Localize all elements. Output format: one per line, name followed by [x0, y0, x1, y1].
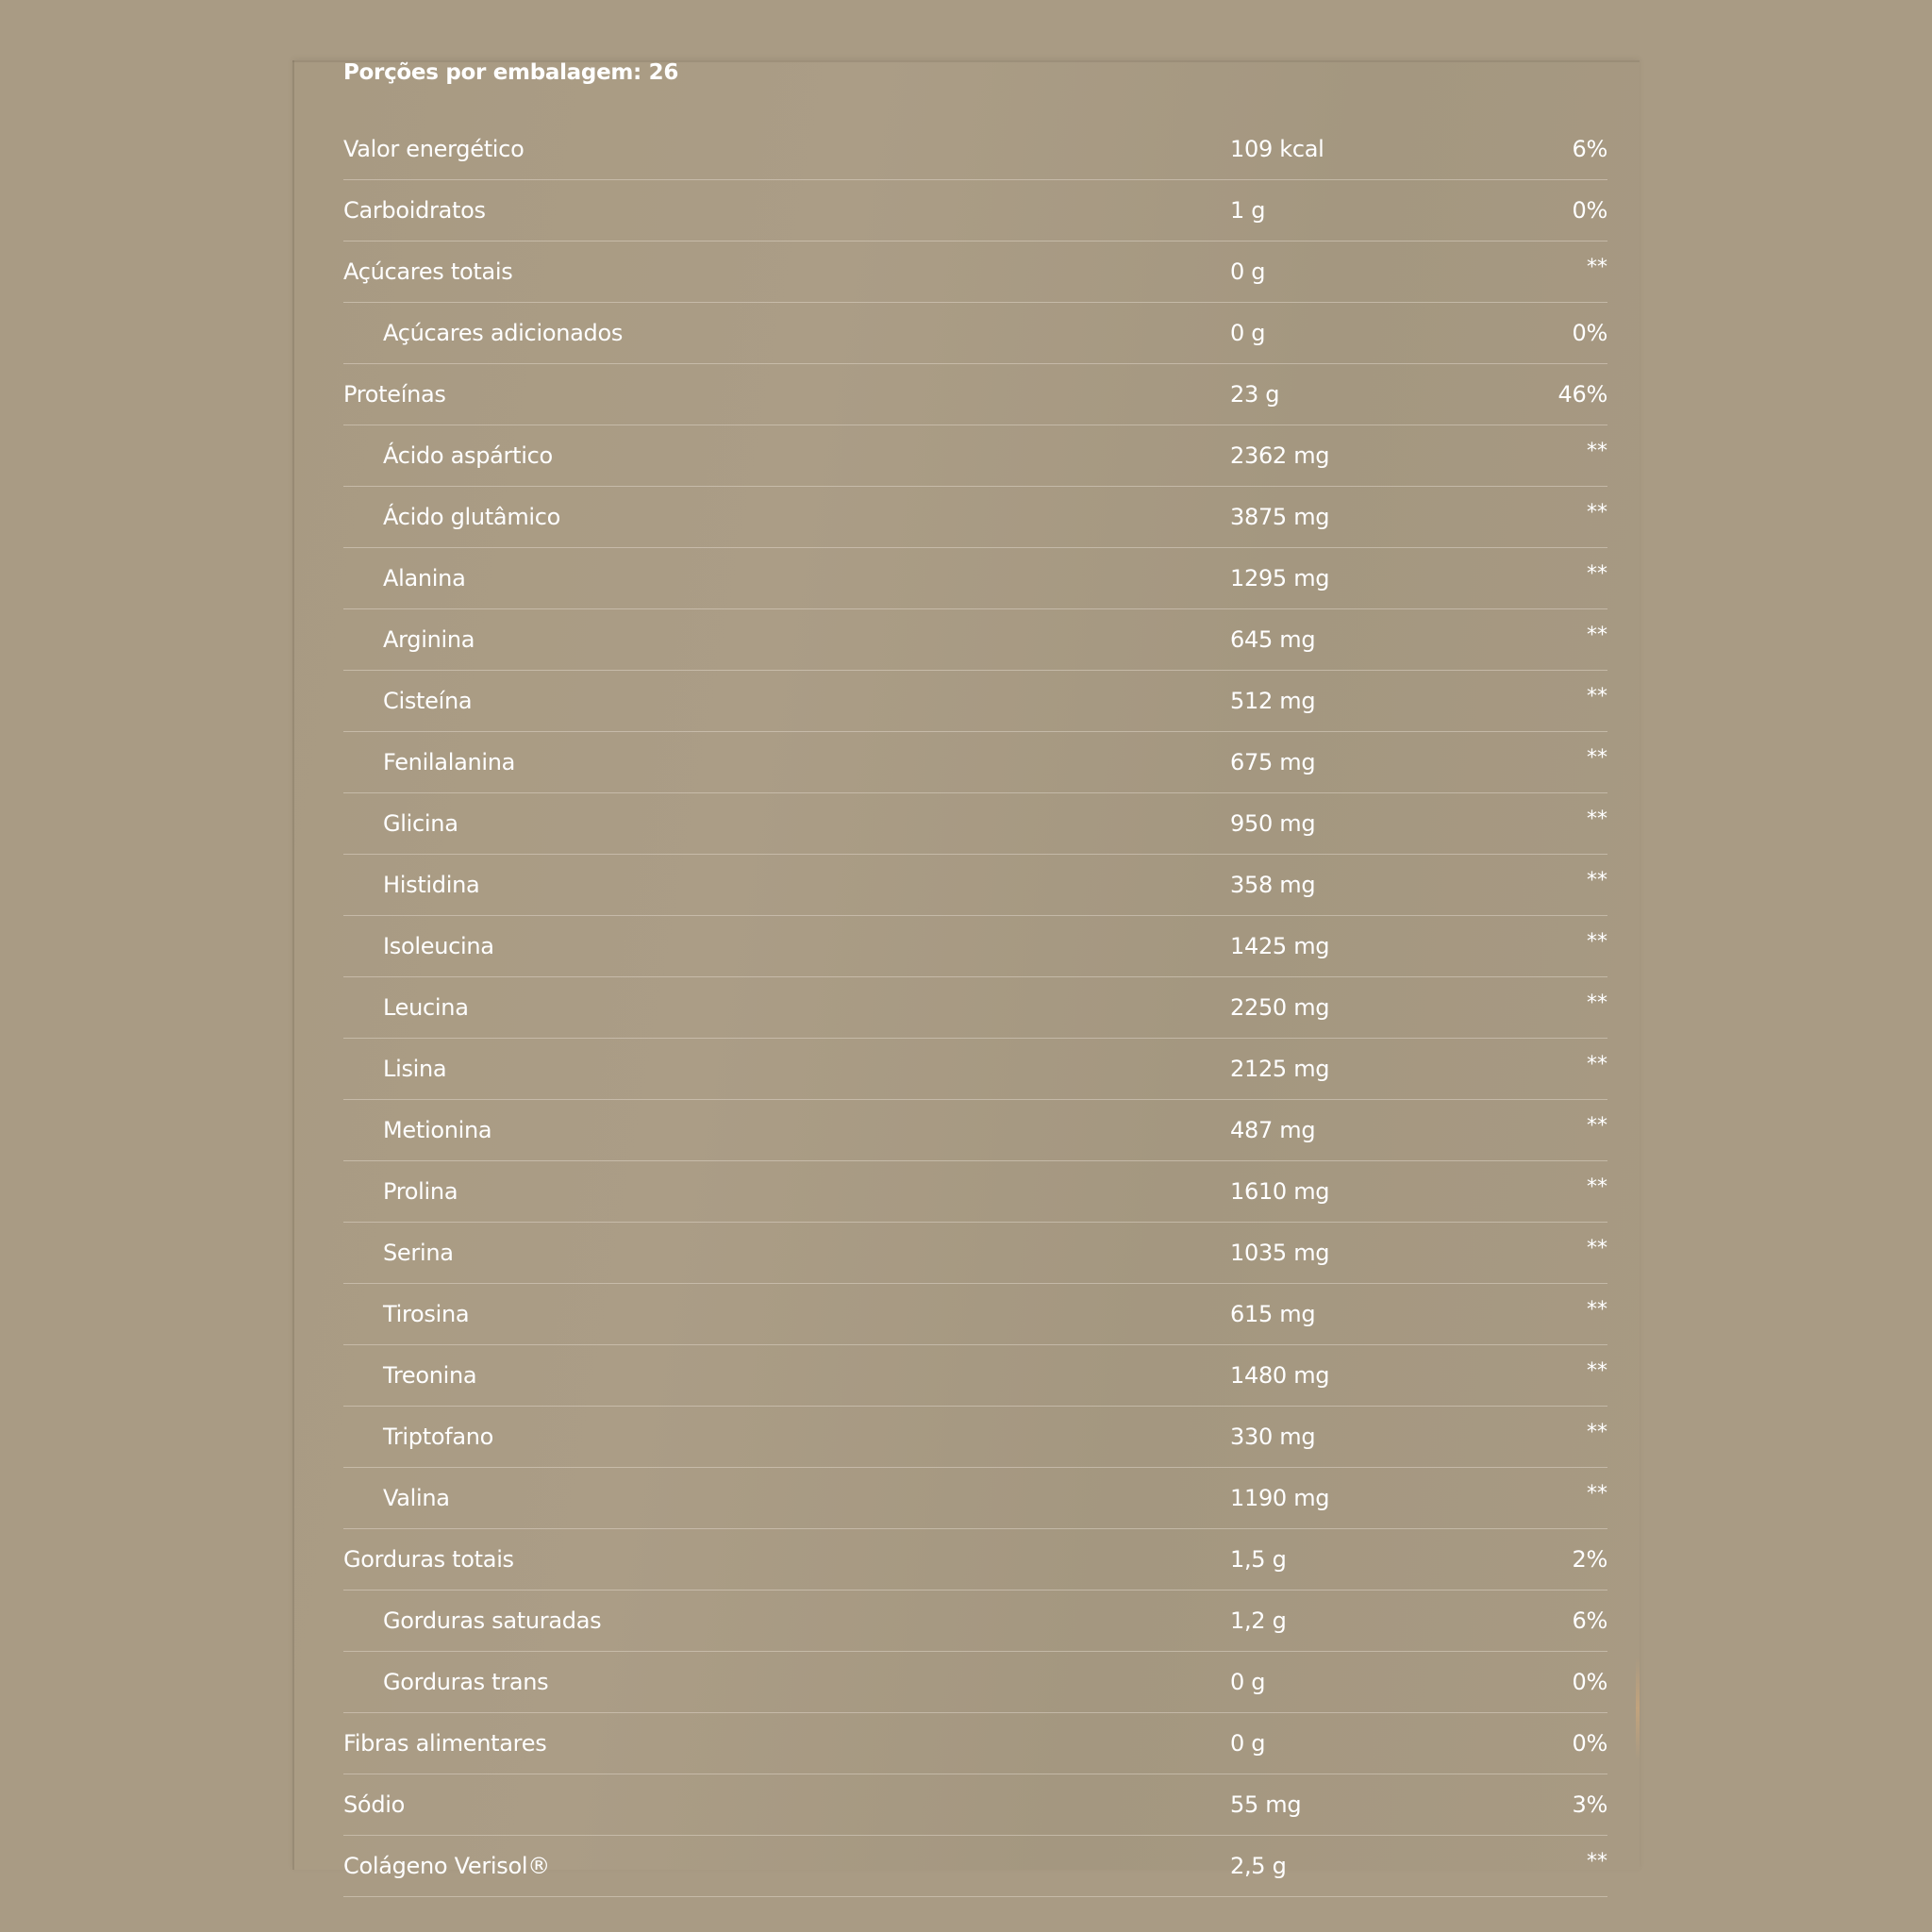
scroll-accent [1636, 1657, 1640, 1760]
nutrient-amount: 0 g [1230, 258, 1266, 285]
daily-value-percent: ** [1587, 1421, 1607, 1444]
nutrient-row [343, 1713, 1607, 1774]
nutrient-amount: 1480 mg [1230, 1362, 1330, 1389]
daily-value-percent: ** [1587, 991, 1607, 1015]
nutrient-name: Isoleucina [383, 933, 494, 959]
nutrient-row [343, 1039, 1607, 1100]
nutrient-name: Gorduras totais [343, 1546, 514, 1573]
nutrient-amount: 0 g [1230, 320, 1266, 346]
nutrient-amount: 2362 mg [1230, 442, 1330, 469]
daily-value-percent: 0% [1572, 1730, 1607, 1757]
nutrient-row [343, 977, 1607, 1039]
nutrient-row [343, 180, 1607, 242]
nutrient-row [343, 425, 1607, 487]
nutrient-row [343, 303, 1607, 364]
nutrient-row [343, 1407, 1607, 1468]
daily-value-percent: 0% [1572, 197, 1607, 224]
daily-value-percent: ** [1587, 1237, 1607, 1260]
nutrient-row [343, 793, 1607, 855]
nutrient-amount: 1035 mg [1230, 1240, 1330, 1266]
daily-value-percent: ** [1587, 1053, 1607, 1076]
nutrient-amount: 1,5 g [1230, 1546, 1287, 1573]
nutrient-name: Açúcares totais [343, 258, 513, 285]
nutrient-name: Glicina [383, 810, 458, 837]
daily-value-percent: 0% [1572, 1669, 1607, 1695]
daily-value-percent: ** [1587, 685, 1607, 708]
nutrient-name: Ácido glutâmico [383, 504, 561, 530]
nutrient-row [343, 1100, 1607, 1161]
nutrient-name: Metionina [383, 1117, 492, 1143]
nutrient-row [343, 364, 1607, 425]
nutrient-amount: 3875 mg [1230, 504, 1330, 530]
nutrient-name: Prolina [383, 1178, 458, 1205]
nutrient-name: Tirosina [383, 1301, 470, 1327]
nutrient-name: Sódio [343, 1791, 406, 1818]
daily-value-percent: 2% [1572, 1546, 1607, 1573]
nutrient-name: Proteínas [343, 381, 446, 408]
nutrient-row [343, 1161, 1607, 1223]
nutrient-amount: 330 mg [1230, 1424, 1316, 1450]
daily-value-percent: ** [1587, 1359, 1607, 1383]
nutrient-amount: 950 mg [1230, 810, 1316, 837]
nutrient-amount: 1610 mg [1230, 1178, 1330, 1205]
nutrient-name: Leucina [383, 994, 469, 1021]
nutrient-name: Fibras alimentares [343, 1730, 547, 1757]
nutrient-name: Cisteína [383, 688, 473, 714]
nutrient-amount: 512 mg [1230, 688, 1316, 714]
nutrient-name: Carboidratos [343, 197, 486, 224]
nutrient-name: Treonina [383, 1362, 477, 1389]
nutrient-amount: 1425 mg [1230, 933, 1330, 959]
nutrient-name: Gorduras trans [383, 1669, 549, 1695]
nutrient-row [343, 732, 1607, 793]
daily-value-percent: ** [1587, 808, 1607, 831]
nutrient-amount: 0 g [1230, 1669, 1266, 1695]
nutrient-name: Lisina [383, 1056, 447, 1082]
daily-value-percent: ** [1587, 562, 1607, 586]
nutrient-name: Colágeno Verisol® [343, 1853, 550, 1879]
daily-value-percent: ** [1587, 746, 1607, 770]
nutrient-amount: 1 g [1230, 197, 1266, 224]
daily-value-percent: ** [1587, 1482, 1607, 1506]
nutrient-row [343, 487, 1607, 548]
nutrient-amount: 487 mg [1230, 1117, 1316, 1143]
daily-value-percent: 6% [1572, 1607, 1607, 1634]
daily-value-percent: 3% [1572, 1791, 1607, 1818]
nutrient-name: Valina [383, 1485, 450, 1511]
daily-value-percent: ** [1587, 1298, 1607, 1322]
nutrient-amount: 645 mg [1230, 626, 1316, 653]
nutrient-amount: 1,2 g [1230, 1607, 1287, 1634]
nutrient-name: Arginina [383, 626, 475, 653]
nutrient-name: Alanina [383, 565, 466, 591]
nutrition-panel [292, 60, 1640, 1879]
daily-value-percent: ** [1587, 930, 1607, 954]
nutrient-row [343, 1529, 1607, 1591]
daily-value-percent: ** [1587, 1175, 1607, 1199]
nutrient-amount: 1295 mg [1230, 565, 1330, 591]
nutrient-row [343, 242, 1607, 303]
nutrient-row [343, 1652, 1607, 1713]
nutrient-name: Ácido aspártico [383, 442, 553, 469]
nutrient-amount: 358 mg [1230, 872, 1316, 898]
nutrient-amount: 0 g [1230, 1730, 1266, 1757]
nutrient-row [343, 1774, 1607, 1836]
nutrient-row [343, 609, 1607, 671]
nutrient-amount: 2250 mg [1230, 994, 1330, 1021]
nutrient-name: Valor energético [343, 136, 525, 162]
daily-value-percent: ** [1587, 1850, 1607, 1874]
nutrient-amount: 23 g [1230, 381, 1280, 408]
daily-value-percent: ** [1587, 501, 1607, 525]
nutrient-row [343, 1468, 1607, 1529]
nutrient-amount: 2,5 g [1230, 1853, 1287, 1879]
nutrient-name: Histidina [383, 872, 480, 898]
nutrient-amount: 1190 mg [1230, 1485, 1330, 1511]
panel-left-border [292, 60, 294, 1870]
nutrient-name: Serina [383, 1240, 454, 1266]
nutrition-table [343, 119, 1607, 1897]
nutrient-row [343, 548, 1607, 609]
nutrient-row [343, 916, 1607, 977]
nutrient-name: Triptofano [383, 1424, 494, 1450]
nutrient-row [343, 1284, 1607, 1345]
nutrient-row [343, 671, 1607, 732]
daily-value-percent: ** [1587, 440, 1607, 463]
nutrient-name: Fenilalanina [383, 749, 516, 775]
nutrient-row [343, 1591, 1607, 1652]
nutrient-name: Gorduras saturadas [383, 1607, 602, 1634]
servings-per-package: Porções por embalagem: 26 [343, 60, 679, 85]
nutrient-amount: 615 mg [1230, 1301, 1316, 1327]
daily-value-percent: ** [1587, 1114, 1607, 1138]
daily-value-percent: 46% [1557, 381, 1607, 408]
nutrient-amount: 109 kcal [1230, 136, 1324, 162]
nutrient-row [343, 855, 1607, 916]
nutrient-row [343, 1223, 1607, 1284]
daily-value-percent: ** [1587, 869, 1607, 892]
daily-value-percent: 0% [1572, 320, 1607, 346]
nutrient-row [343, 1836, 1607, 1897]
daily-value-percent: 6% [1572, 136, 1607, 162]
daily-value-percent: ** [1587, 256, 1607, 279]
nutrient-row [343, 119, 1607, 180]
nutrient-amount: 675 mg [1230, 749, 1316, 775]
daily-value-percent: ** [1587, 624, 1607, 647]
nutrient-amount: 55 mg [1230, 1791, 1302, 1818]
nutrient-amount: 2125 mg [1230, 1056, 1330, 1082]
nutrient-row [343, 1345, 1607, 1407]
nutrient-name: Açúcares adicionados [383, 320, 624, 346]
